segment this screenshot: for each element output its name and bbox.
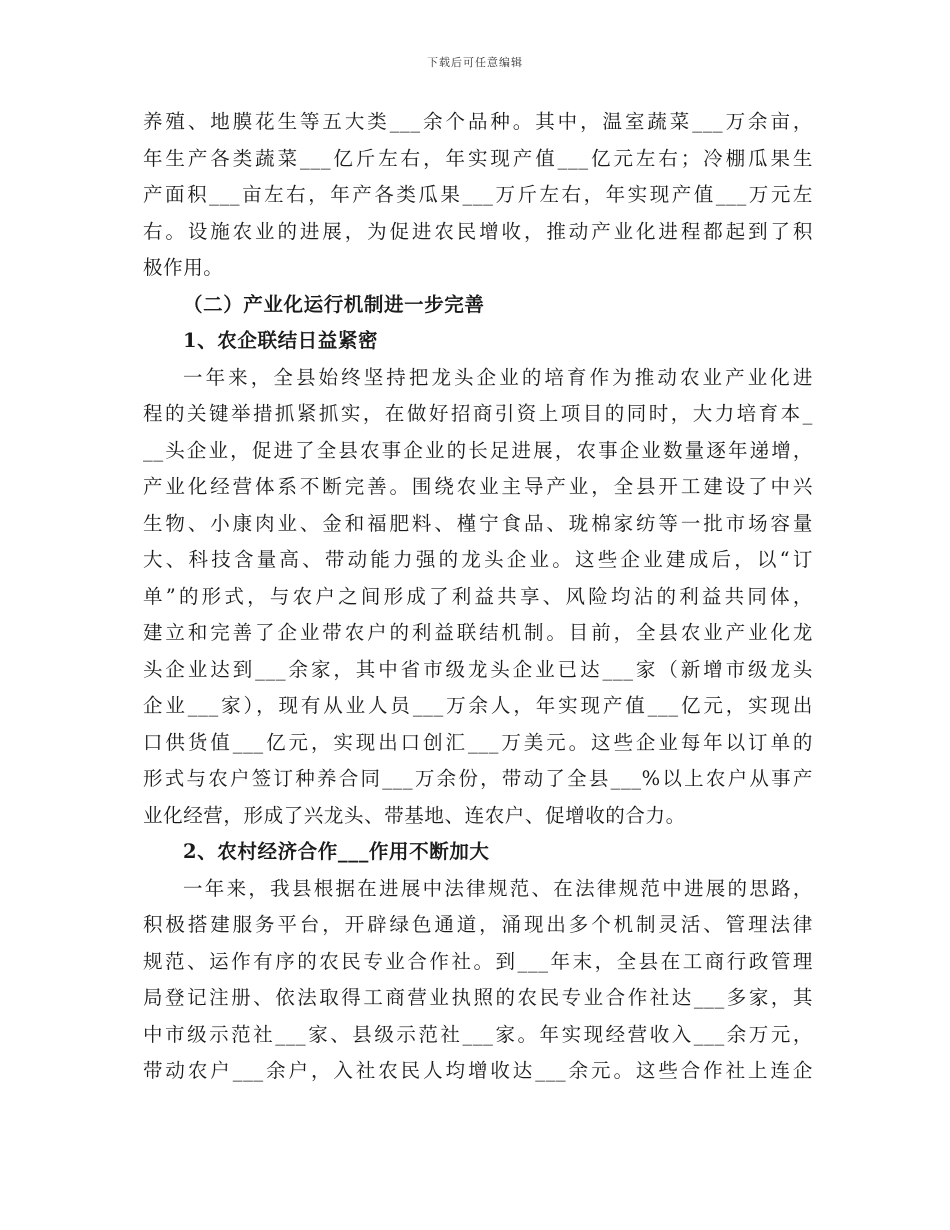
page-header: 下载后可任意编辑: [427, 56, 523, 69]
text-line: 极作用。: [143, 256, 224, 279]
text-line: 口供货值___亿元，实现出口创汇___万美元。这些企业每年以订单的: [143, 730, 813, 754]
text-line: 单”的形式，与农户之间形成了利益共享、风险均沾的利益共同体，: [143, 584, 813, 608]
document-body: [143, 104, 813, 1090]
text-line: 一年来，全县始终坚持把龙头企业的培育作为推动农业产业化进: [183, 365, 813, 389]
subsection-heading: 1、农企联结日益紧密: [183, 329, 379, 352]
text-line: 带动农户___余户，入社农民人均增收达___余元。这些合作社上连企: [143, 1059, 813, 1082]
text-line: 右。设施农业的进展，为促进农民增收，推动产业化进程都起到了积: [143, 219, 813, 243]
subsection-heading: 2、农村经济合作___作用不断加大: [183, 840, 490, 863]
text-line: 积极搭建服务平台，开辟绿色通道，涌现出多个机制灵活、管理法律: [143, 913, 813, 936]
text-line: 规范、运作有序的农民专业合作社。到___年末，全县在工商行政管理: [143, 949, 813, 973]
text-line: 中市级示范社___家、县级示范社___家。年实现经营收入___余万元，: [143, 1022, 813, 1046]
text-line: 形式与农户签订种养合同___万余份，带动了全县___%以上农户从事产: [143, 767, 813, 790]
text-line: 年生产各类蔬菜___亿斤左右，年实现产值___亿元左右；冷棚瓜果生: [143, 146, 813, 170]
text-line: 一年来，我县根据在进展中法律规范、在法律规范中进展的思路，: [183, 876, 813, 900]
text-line: 建立和完善了企业带农户的利益联结机制。目前，全县农业产业化龙: [143, 621, 813, 644]
text-line: __头企业，促进了全县农事企业的长足进展，农事企业数量逐年递增，: [143, 438, 813, 462]
text-line: 养殖、地膜花生等五大类___余个品种。其中，温室蔬菜___万余亩，: [143, 110, 813, 133]
section-heading: （二）产业化运行机制进一步完善: [183, 292, 485, 316]
text-line: 生物、小康肉业、金和福肥料、槿宁食品、珑棉家纺等一批市场容量: [143, 511, 813, 535]
text-lines: [143, 104, 813, 1090]
text-line: 头企业达到___余家，其中省市级龙头企业已达___家（新增市级龙头: [143, 657, 813, 681]
text-line: 大、科技含量高、带动能力强的龙头企业。这些企业建成后，以“订: [143, 548, 813, 571]
text-line: 程的关键举措抓紧抓实，在做好招商引资上项目的同时，大力培育本_: [143, 402, 813, 425]
text-line: 局登记注册、依法取得工商营业执照的农民专业合作社达___多家，其: [143, 986, 813, 1009]
text-line: 企业___家），现有从业人员___万余人，年实现产值___亿元，实现出: [143, 694, 813, 717]
text-line: 产面积___亩左右，年产各类瓜果___万斤左右，年实现产值___万元左: [143, 183, 813, 206]
text-line: 产业化经营体系不断完善。围绕农业主导产业，全县开工建设了中兴: [143, 475, 813, 498]
text-line: 业化经营，形成了兴龙头、带基地、连农户、促增收的合力。: [143, 803, 686, 827]
